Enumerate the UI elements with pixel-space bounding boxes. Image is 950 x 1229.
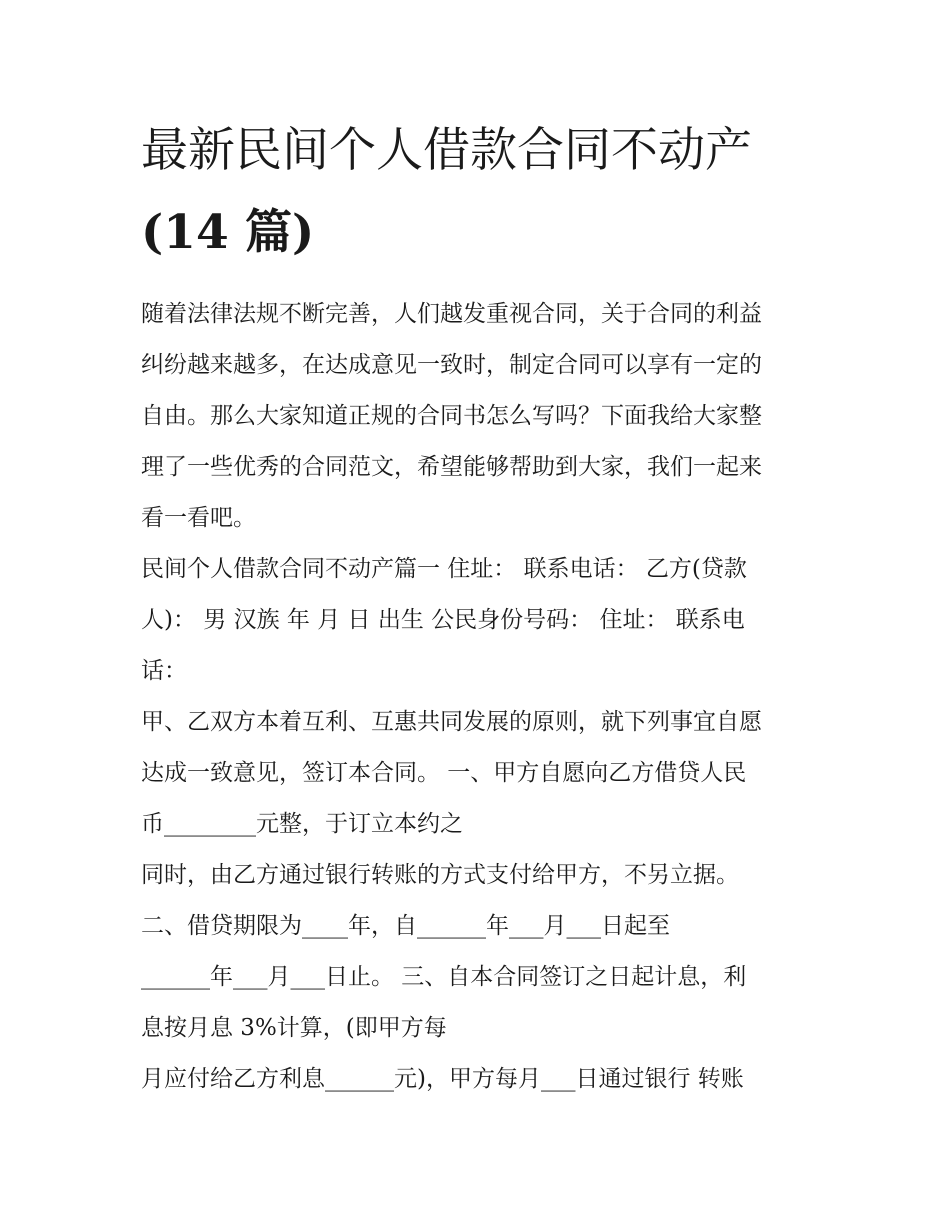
- document-title: [141, 110, 821, 274]
- agreement-paragraph: [141, 697, 821, 850]
- term-paragraph: [141, 901, 821, 1054]
- term-line: 二、借贷期限为____年，自______年___月___日起至: [141, 913, 670, 939]
- parties-line: 民间个人借款合同不动产篇一 住址： 联系电话： 乙方(贷款: [141, 556, 747, 582]
- payment-line: 同时，由乙方通过银行转账的方式支付给甲方，不另立据。: [141, 862, 739, 888]
- intro-line: 自由。那么大家知道正规的合同书怎么写吗？下面我给大家整: [141, 403, 762, 429]
- agreement-line: 甲、乙双方本着互利、互惠共同发展的原则，就下列事宜自愿: [141, 709, 762, 735]
- intro-line: 纠纷越来越多，在达成意见一致时，制定合同可以享有一定的: [141, 352, 762, 378]
- intro-line: 看一看吧。: [141, 505, 256, 531]
- document-body: [141, 110, 821, 1105]
- payment-paragraph: [141, 850, 821, 901]
- term-line: 息按月息 3%计算，(即甲方每: [141, 1015, 447, 1041]
- agreement-line: 币________元整，于订立本约之: [141, 811, 463, 837]
- intro-line: 随着法律法规不断完善，人们越发重视合同，关于合同的利益: [141, 301, 762, 327]
- title-line-1: 最新民间个人借款合同不动产: [141, 123, 752, 178]
- intro-paragraph: [141, 289, 821, 544]
- intro-line: 理了一些优秀的合同范文，希望能够帮助到大家，我们一起来: [141, 454, 762, 480]
- interest-line: 月应付给乙方利息______元)，甲方每月___日通过银行 转账: [141, 1066, 744, 1092]
- title-line-2: (14 篇): [141, 205, 315, 260]
- parties-paragraph: [141, 544, 821, 697]
- parties-line: 人)： 男 汉族 年 月 日 出生 公民身份号码： 住址： 联系电: [141, 607, 745, 633]
- agreement-line: 达成一致意见，签订本合同。 一、甲方自愿向乙方借贷人民: [141, 760, 747, 786]
- interest-paragraph: [141, 1054, 821, 1105]
- term-line: ______年___月___日止。 三、自本合同签订之日起计息，利: [141, 964, 747, 990]
- parties-line: 话：: [141, 658, 187, 684]
